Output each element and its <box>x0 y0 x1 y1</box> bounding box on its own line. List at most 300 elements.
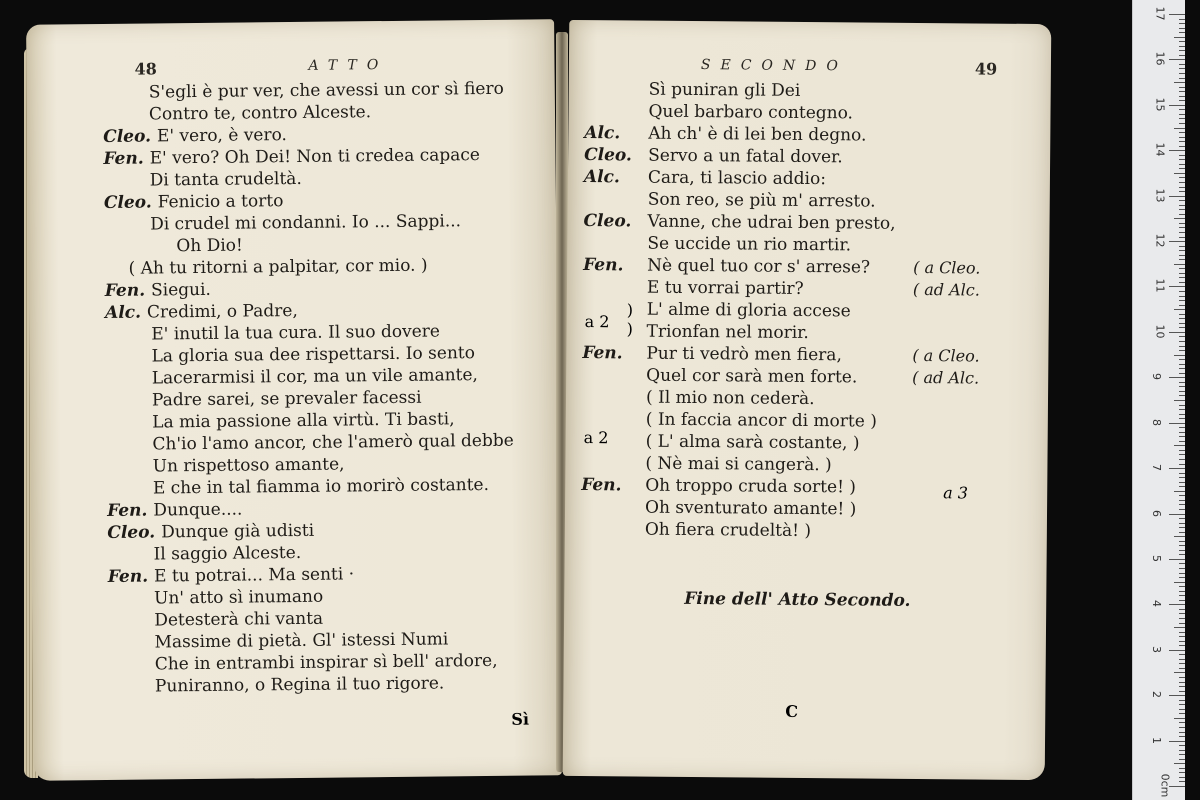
ruler-tick <box>1179 191 1185 192</box>
verse-text: Siegui. <box>150 279 212 301</box>
ruler-tick <box>1179 300 1185 301</box>
ruler-tick <box>1179 91 1185 92</box>
verse-line <box>583 232 895 257</box>
ruler-tick <box>1179 336 1185 337</box>
verse-text: ( In faccia ancor di morte ) <box>645 409 877 432</box>
ruler-tick <box>1179 50 1185 51</box>
verse-text: ( L' alma sarà costante, ) <box>645 431 860 454</box>
verse-text: L' alme di gloria accese <box>646 299 851 322</box>
ruler-tick <box>1179 686 1185 687</box>
verse-text: Oh Dio! <box>176 235 243 257</box>
verse-text: Son reo, se più m' arresto. <box>647 189 876 212</box>
ruler-tick <box>1179 454 1185 455</box>
ruler-tick <box>1179 722 1185 723</box>
left-page-number: 48 <box>134 59 157 79</box>
ruler-tick <box>1179 168 1185 169</box>
stage-direction: ( a Cleo. <box>912 345 980 366</box>
ruler-label: 14 <box>1153 142 1167 157</box>
verse-text: Fenicio a torto <box>157 191 284 213</box>
verse-text: S'egli è pur ver, che avessi un cor sì fiero <box>148 78 504 103</box>
ruler-tick <box>1179 19 1185 20</box>
ruler-tick <box>1169 786 1185 787</box>
speaker-label <box>581 468 645 469</box>
ruler-tick <box>1179 577 1185 578</box>
measuring-ruler <box>1132 0 1185 800</box>
ruler-tick <box>1179 164 1185 165</box>
ruler-tick <box>1179 772 1185 773</box>
ruler-tick <box>1179 450 1185 451</box>
ruler-tick <box>1179 477 1185 478</box>
speaker-label: Fen. <box>104 280 146 301</box>
speaker-label: Cleo. <box>583 211 632 232</box>
ruler-tick <box>1179 768 1185 769</box>
speaker-label <box>583 336 647 337</box>
ruler-label: 5 <box>1150 554 1163 562</box>
ruler-tick <box>1179 473 1185 474</box>
ruler-tick <box>1179 713 1185 714</box>
ruler-tick <box>1169 286 1185 287</box>
speaker-label <box>584 116 648 117</box>
speaker-label <box>582 380 646 381</box>
verse-line <box>581 518 893 543</box>
ruler-tick <box>1179 509 1185 510</box>
speaker-label: Fen. <box>107 566 149 587</box>
ruler-tick <box>1179 600 1185 601</box>
ruler-label: 3 <box>1150 645 1163 653</box>
ruler-tick <box>1179 523 1185 524</box>
ruler-tick <box>1179 268 1185 269</box>
verse-text: Di tanta crudeltà. <box>149 168 302 191</box>
ruler-tick <box>1179 504 1185 505</box>
ruler-tick <box>1169 514 1185 515</box>
speaker-label <box>581 512 645 513</box>
ruler-label: 0cm <box>1158 773 1172 798</box>
ruler-tick <box>1174 218 1185 219</box>
ruler-tick <box>1169 14 1185 15</box>
verse-text: Oh sventurato amante! ) <box>644 497 857 520</box>
verse-text: Padre sarei, se prevaler facessi <box>151 387 422 411</box>
ruler-label: 4 <box>1150 600 1163 608</box>
verse-text: Un rispettoso amante, <box>152 454 345 477</box>
speaker-label <box>585 94 649 95</box>
ruler-tick <box>1179 541 1185 542</box>
ruler-tick <box>1179 459 1185 460</box>
ruler-tick <box>1179 28 1185 29</box>
ruler-label: 13 <box>1153 188 1167 203</box>
ruler-tick <box>1179 700 1185 701</box>
ruler-tick <box>1179 568 1185 569</box>
ruler-tick <box>1179 409 1185 410</box>
ruler-tick <box>1179 527 1185 528</box>
ruler-tick <box>1174 309 1185 310</box>
ruler-tick <box>1179 255 1185 256</box>
ruler-tick <box>1179 214 1185 215</box>
ruler-tick <box>1179 668 1185 669</box>
ruler-tick <box>1174 173 1185 174</box>
ruler-tick <box>1179 341 1185 342</box>
verse-line <box>582 342 980 367</box>
verse-text: Quel cor sarà men forte. <box>646 365 858 388</box>
ruler-label: 11 <box>1153 278 1167 293</box>
verse-text: Un' atto sì inumano <box>153 586 324 609</box>
ruler-label: 1 <box>1150 736 1163 744</box>
ruler-tick <box>1179 654 1185 655</box>
speaker-label: Fen. <box>107 500 148 521</box>
ruler-tick <box>1179 55 1185 56</box>
ruler-tick <box>1179 405 1185 406</box>
ruler-tick <box>1179 209 1185 210</box>
ruler-tick <box>1179 636 1185 637</box>
ruler-label: 16 <box>1153 51 1167 66</box>
verse-text: Puniranno, o Regina il tuo rigore. <box>154 673 445 697</box>
speaker-label: Alc. <box>584 123 621 144</box>
ruler-tick <box>1179 754 1185 755</box>
speaker-label: Fen. <box>581 475 622 496</box>
ruler-label: 15 <box>1153 97 1167 112</box>
ruler-tick <box>1169 604 1185 605</box>
ruler-tick <box>1179 663 1185 664</box>
ruler-tick <box>1179 223 1185 224</box>
ruler-tick <box>1179 109 1185 110</box>
ruler-tick <box>1179 709 1185 710</box>
ruler-tick <box>1179 677 1185 678</box>
speaker-label: Cleo. <box>107 522 156 543</box>
ruler-label: 7 <box>1150 464 1163 472</box>
ruler-tick <box>1179 73 1185 74</box>
left-page-header: ATTO <box>308 56 389 74</box>
brace-first: ) ) <box>626 300 634 339</box>
verse-line <box>584 188 896 213</box>
ruler-label: 12 <box>1153 233 1167 248</box>
ruler-label: 2 <box>1150 691 1163 699</box>
verse-text: E tu vorrai partir? <box>646 277 804 299</box>
ruler-tick <box>1174 264 1185 265</box>
ruler-tick <box>1179 391 1185 392</box>
ruler-tick <box>1179 114 1185 115</box>
ruler-tick <box>1179 368 1185 369</box>
ruler-tick <box>1179 187 1185 188</box>
verse-text: Dunque già udisti <box>161 520 315 543</box>
ruler-tick <box>1179 282 1185 283</box>
ruler-tick <box>1179 155 1185 156</box>
ruler-tick <box>1179 346 1185 347</box>
ruler-tick <box>1179 41 1185 42</box>
ruler-tick <box>1179 141 1185 142</box>
right-page-number: 49 <box>974 59 998 79</box>
ruler-tick <box>1179 750 1185 751</box>
verse-text: Massime di pietà. Gl' istessi Numi <box>154 629 449 653</box>
verse-line <box>584 166 896 191</box>
verse-line <box>584 100 896 125</box>
a3-label: a 3 <box>943 483 969 503</box>
ruler-tick <box>1179 532 1185 533</box>
ruler-tick <box>1179 518 1185 519</box>
ruler-tick <box>1179 486 1185 487</box>
verse-text: Quel barbaro contegno. <box>648 101 854 124</box>
ruler-tick <box>1179 137 1185 138</box>
ruler-tick <box>1179 550 1185 551</box>
ruler-tick <box>1179 495 1185 496</box>
verse-line <box>133 672 517 698</box>
speaker-label: Cleo. <box>103 192 152 213</box>
ruler-tick <box>1179 554 1185 555</box>
verse-line <box>581 474 893 499</box>
speaker-label: Alc. <box>104 302 142 323</box>
ruler-tick <box>1179 395 1185 396</box>
ruler-label: 6 <box>1150 509 1163 517</box>
ruler-tick <box>1169 650 1185 651</box>
verse-line <box>582 430 894 455</box>
ruler-tick <box>1179 436 1185 437</box>
ruler-tick <box>1179 618 1185 619</box>
ruler-tick <box>1179 682 1185 683</box>
ruler-tick <box>1179 432 1185 433</box>
stage-direction: ( ad Alc. <box>912 279 980 300</box>
verse-text: Nè quel tuo cor s' arrese? <box>647 255 871 278</box>
verse-text: Oh troppo cruda sorte! ) <box>645 475 857 498</box>
ruler-tick <box>1179 359 1185 360</box>
ruler-tick <box>1179 591 1185 592</box>
ruler-tick <box>1179 386 1185 387</box>
ruler-tick <box>1179 414 1185 415</box>
ruler-tick <box>1174 37 1185 38</box>
ruler-tick <box>1179 277 1185 278</box>
left-page <box>26 19 562 780</box>
ruler-label: 17 <box>1153 6 1167 21</box>
ruler-tick <box>1179 118 1185 119</box>
ruler-label: 8 <box>1150 418 1163 426</box>
speaker-label: Fen. <box>103 148 144 169</box>
verse-line <box>583 276 980 301</box>
verse-text: ( Il mio non cederà. <box>645 387 815 410</box>
ruler-tick <box>1179 777 1185 778</box>
ruler-tick <box>1179 273 1185 274</box>
ruler-tick <box>1179 200 1185 201</box>
speaker-label <box>584 204 648 205</box>
ruler-tick <box>1179 296 1185 297</box>
ruler-tick <box>1179 595 1185 596</box>
ruler-tick <box>1179 96 1185 97</box>
ruler-tick <box>1169 377 1185 378</box>
speaker-label <box>582 402 646 403</box>
ruler-tick <box>1179 237 1185 238</box>
stage-direction: ( ad Alc. <box>912 367 980 388</box>
ruler-tick <box>1169 423 1185 424</box>
ruler-tick <box>1179 382 1185 383</box>
verse-text: E' inutil la tua cura. Il suo dovere <box>151 321 441 345</box>
ruler-tick <box>1179 573 1185 574</box>
verse-text: La gloria sua dee rispettarsi. Io sento <box>151 343 476 367</box>
ruler-tick <box>1169 59 1185 60</box>
ruler-tick <box>1179 632 1185 633</box>
verse-line <box>582 386 894 411</box>
left-page-text <box>103 78 517 698</box>
ruler-tick <box>1169 241 1185 242</box>
left-catchword: Sì <box>511 709 530 729</box>
verse-text: E tu potrai... Ma senti · <box>153 564 355 587</box>
verse-line <box>583 210 895 235</box>
ruler-tick <box>1179 645 1185 646</box>
act-end-title: Fine dell' Atto Secondo. <box>684 588 911 611</box>
ruler-tick <box>1169 559 1185 560</box>
speaker-label <box>583 248 647 249</box>
verse-line <box>581 452 893 477</box>
verse-text: ( Nè mai si cangerà. ) <box>645 453 832 476</box>
verse-text: Detesterà chi vanta <box>154 608 324 631</box>
verse-text: ( Ah tu ritorni a palpitar, cor mio. ) <box>128 255 428 279</box>
ruler-tick <box>1179 318 1185 319</box>
ruler-tick <box>1179 704 1185 705</box>
a2-label-second: a 2 <box>583 428 609 448</box>
speaker-label <box>581 534 645 535</box>
ruler-tick <box>1179 441 1185 442</box>
ruler-tick <box>1179 464 1185 465</box>
verse-text: Pur ti vedrò men fiera, <box>646 343 842 366</box>
ruler-tick <box>1179 563 1185 564</box>
ruler-tick <box>1179 691 1185 692</box>
ruler-tick <box>1179 23 1185 24</box>
ruler-tick <box>1179 177 1185 178</box>
verse-text: Il saggio Alceste. <box>153 542 302 565</box>
right-page <box>563 20 1052 780</box>
verse-line <box>582 408 894 433</box>
verse-text: Cara, ti lascio addio: <box>647 167 827 190</box>
ruler-tick <box>1174 355 1185 356</box>
speaker-label <box>583 292 647 293</box>
ruler-tick <box>1179 364 1185 365</box>
ruler-tick <box>1169 695 1185 696</box>
ruler-tick <box>1179 418 1185 419</box>
verse-text: Trionfan nel morir. <box>646 321 809 344</box>
ruler-tick <box>1179 500 1185 501</box>
ruler-tick <box>1179 641 1185 642</box>
speaker-label: Cleo. <box>103 126 152 147</box>
ruler-tick <box>1174 672 1185 673</box>
ruler-tick <box>1179 100 1185 101</box>
verse-text: Credimi, o Padre, <box>146 300 298 323</box>
ruler-tick <box>1174 718 1185 719</box>
ruler-tick <box>1179 586 1185 587</box>
ruler-label: 9 <box>1150 373 1163 381</box>
verse-text: Dunque.... <box>153 499 243 521</box>
ruler-tick <box>1174 582 1185 583</box>
ruler-tick <box>1179 182 1185 183</box>
verse-text: Lacerarmisi il cor, ma un vile amante, <box>151 365 479 389</box>
ruler-tick <box>1174 445 1185 446</box>
ruler-tick <box>1179 759 1185 760</box>
ruler-tick <box>1179 64 1185 65</box>
ruler-tick <box>1169 105 1185 106</box>
speaker-label <box>582 424 646 425</box>
verse-text: E' vero? Oh Dei! Non ti credea capace <box>149 145 481 169</box>
verse-text: Contro te, contro Alceste. <box>148 102 372 125</box>
ruler-tick <box>1179 609 1185 610</box>
ruler-tick <box>1179 323 1185 324</box>
ruler-tick <box>1179 250 1185 251</box>
speaker-label: Fen. <box>583 255 624 276</box>
ruler-tick <box>1179 781 1185 782</box>
verse-line <box>582 364 980 389</box>
ruler-tick <box>1179 545 1185 546</box>
ruler-tick <box>1169 741 1185 742</box>
ruler-tick <box>1174 128 1185 129</box>
ruler-tick <box>1179 232 1185 233</box>
verse-text: E che in tal fiamma io morirò costante. <box>152 474 490 499</box>
ruler-tick <box>1179 259 1185 260</box>
ruler-tick <box>1179 46 1185 47</box>
ruler-tick <box>1179 132 1185 133</box>
verse-text: Ah ch' è di lei ben degno. <box>648 123 867 146</box>
verse-text: Servo a un fatal dover. <box>648 145 843 168</box>
verse-text: Vanne, che udrai ben presto, <box>647 211 896 234</box>
verse-text: Ch'io l'amo ancor, che l'amerò qual debbe <box>152 430 514 455</box>
ruler-label: 10 <box>1153 324 1167 339</box>
ruler-tick <box>1179 613 1185 614</box>
ruler-tick <box>1179 159 1185 160</box>
ruler-tick <box>1174 763 1185 764</box>
ruler-tick <box>1179 305 1185 306</box>
ruler-tick <box>1179 291 1185 292</box>
ruler-tick <box>1179 482 1185 483</box>
ruler-tick <box>1179 314 1185 315</box>
ruler-tick <box>1174 627 1185 628</box>
stage-direction: ( a Cleo. <box>913 257 981 278</box>
ruler-tick <box>1179 745 1185 746</box>
ruler-tick <box>1169 332 1185 333</box>
ruler-tick <box>1179 68 1185 69</box>
ruler-tick <box>1179 736 1185 737</box>
ruler-tick <box>1169 468 1185 469</box>
ruler-tick <box>1179 427 1185 428</box>
verse-text: Se uccide un rio martir. <box>647 233 852 256</box>
ruler-tick <box>1179 246 1185 247</box>
ruler-tick <box>1174 536 1185 537</box>
a2-label-first: a 2 <box>584 312 610 332</box>
verse-line <box>584 122 896 147</box>
ruler-tick <box>1179 227 1185 228</box>
ruler-tick <box>1179 327 1185 328</box>
right-page-header: SECONDO <box>700 57 848 75</box>
ruler-tick <box>1179 87 1185 88</box>
ruler-tick <box>1179 350 1185 351</box>
verse-text: Sì puniran gli Dei <box>648 79 801 101</box>
verse-text: Di crudel mi condanni. Io ... Sappi... <box>150 211 462 235</box>
ruler-tick <box>1179 623 1185 624</box>
ruler-tick <box>1179 123 1185 124</box>
ruler-tick <box>1174 82 1185 83</box>
ruler-tick <box>1179 32 1185 33</box>
speaker-label: Alc. <box>583 167 620 188</box>
ruler-tick <box>1179 146 1185 147</box>
ruler-tick <box>1169 150 1185 151</box>
verse-text: Oh fiera crudeltà! ) <box>644 519 812 542</box>
verse-line <box>585 78 897 103</box>
verse-line <box>584 144 896 169</box>
ruler-tick <box>1179 659 1185 660</box>
ruler-tick <box>1174 400 1185 401</box>
verse-line <box>581 496 893 521</box>
verse-text: La mia passione alla virtù. Ti basti, <box>152 409 455 433</box>
ruler-tick <box>1179 205 1185 206</box>
verse-text: E' vero, è vero. <box>156 125 288 147</box>
ruler-tick <box>1174 491 1185 492</box>
speaker-label: Fen. <box>582 343 623 364</box>
signature-mark: C <box>785 701 799 721</box>
open-book <box>30 22 1048 778</box>
verse-text: Che in entrambi inspirar sì bell' ardore, <box>154 650 498 675</box>
ruler-tick <box>1169 196 1185 197</box>
ruler-tick <box>1179 732 1185 733</box>
